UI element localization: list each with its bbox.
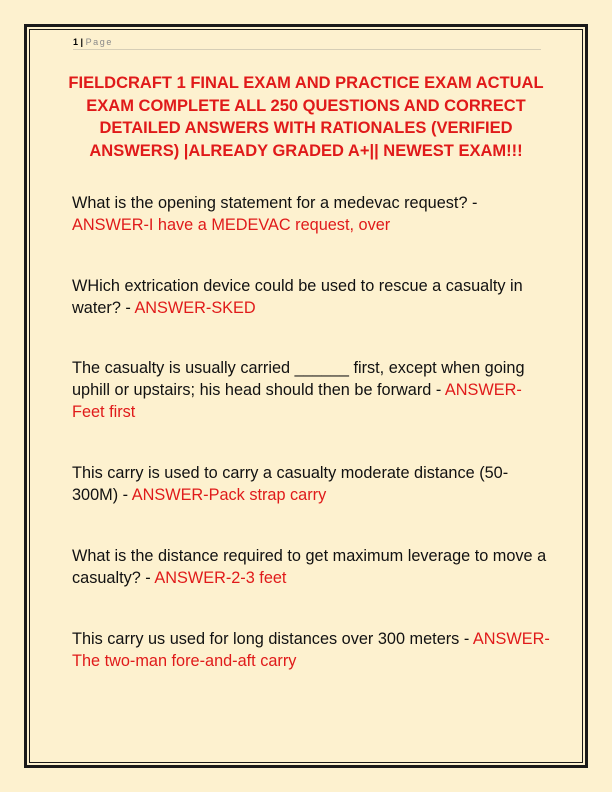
question-text: This carry us used for long distances over 300 meters - (72, 630, 473, 648)
qa-item (72, 275, 552, 319)
qa-item (72, 628, 552, 672)
page-separator: | (80, 37, 84, 47)
qa-item (72, 357, 552, 423)
answer-text: ANSWER-The two-man fore-and-aft carry (72, 630, 550, 670)
document-title: FIELDCRAFT 1 FINAL EXAM AND PRACTICE EXAM ACTUAL EXAM COMPLETE ALL 250 QUESTIONS AND CORRECT DETAILED ANSWERS WITH RATIONALES (VERIFIED ANSWERS) |ALREADY GRADED A+|| NEWEST EXAM!!! (68, 74, 544, 160)
question-text: WHich extrication device could be used to rescue a casualty in water? - (72, 277, 523, 317)
question-text: This carry is used to carry a casualty moderate distance (50-300M) - (72, 464, 509, 504)
page-label: Page (85, 37, 113, 47)
answer-text: ANSWER-2-3 feet (154, 569, 287, 587)
question-text: The casualty is usually carried ______ first, except when going uphill or upstairs; his head should then be forward - (72, 359, 525, 399)
answer-text: ANSWER-I have a MEDEVAC request, over (72, 216, 391, 234)
qa-item (72, 192, 552, 236)
answer-text: ANSWER-Pack strap carry (131, 486, 327, 504)
page-number: 1 (73, 37, 79, 47)
answer-text: ANSWER-SKED (134, 299, 256, 317)
answer-text: ANSWER-Feet first (72, 381, 522, 421)
qa-item (72, 545, 552, 589)
question-text: What is the opening statement for a medevac request? - (72, 194, 478, 212)
page-header (73, 37, 541, 50)
question-text: What is the distance required to get maximum leverage to move a casualty? - (72, 547, 547, 587)
qa-item (72, 462, 552, 506)
